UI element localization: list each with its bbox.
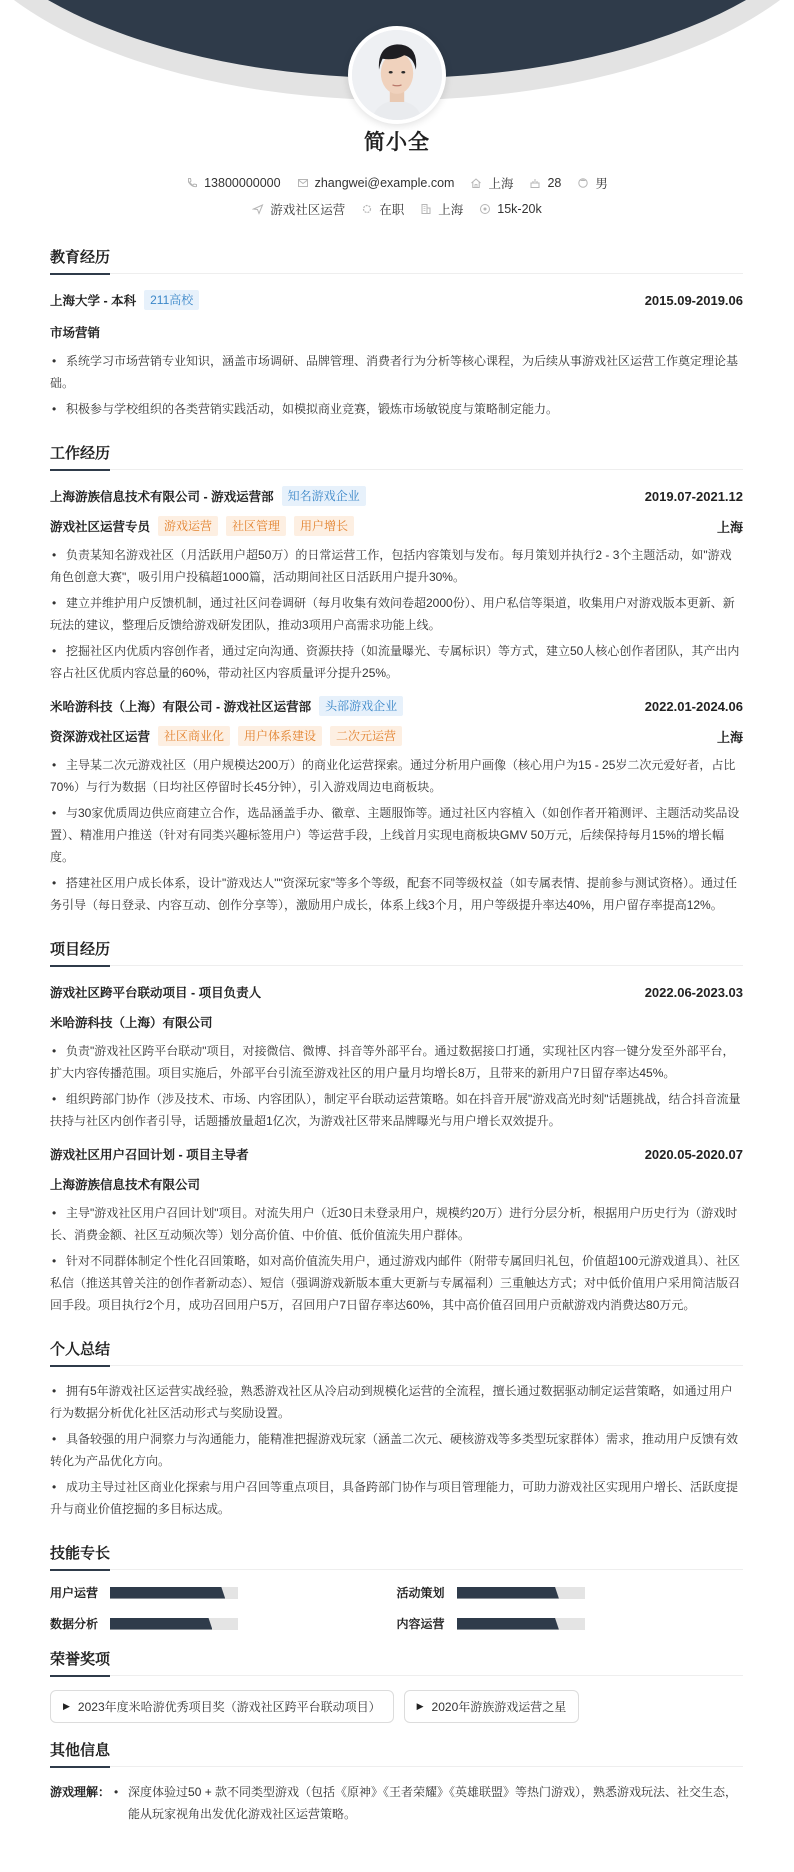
section-title: 荣誉奖项 bbox=[50, 1651, 110, 1677]
work-date: 2019.07-2021.12 bbox=[644, 488, 743, 504]
skill-item bbox=[397, 1584, 744, 1601]
work-location: 上海 bbox=[716, 729, 743, 745]
company-name: 米哈游科技（上海）有限公司 - 游戏社区运营部 bbox=[50, 700, 312, 714]
award-item: ▶ 2023年度米哈游优秀项目奖（游戏社区跨平台联动项目） bbox=[50, 1690, 394, 1723]
list-item: • 负责"游戏社区跨平台联动"项目，对接微信、微博、抖音等外部平台。通过数据接口打通，实现社区内容一键分发至外部平台，扩大内容传播范围。项目实施后，外部平台引流至游戏社区的用户量月均增长8万，且带来的新用户7日留存率达45%。 bbox=[50, 1040, 743, 1084]
education-entry bbox=[50, 288, 743, 420]
list-item: • 与30家优质周边供应商建立合作，选品涵盖手办、徽章、主题服饰等。通过社区内容植入（如创作者开箱测评、主题活动奖品设置）、精准用户推送（针对有同类兴趣标签用户）等运营手段，上线首月实现电商板块GMV 50万元，后续保持每月15%的增长幅度。 bbox=[50, 802, 743, 868]
project-name: 游戏社区用户召回计划 - 项目主导者 bbox=[50, 1148, 249, 1162]
section-title: 教育经历 bbox=[50, 249, 110, 275]
list-item: • 针对不同群体制定个性化召回策略，如对高价值流失用户，通过游戏内邮件（附带专属回归礼包，价值超100元游戏道具）、社区私信（推送其曾关注的创作者新动态）、短信（强调游戏新版本重大更新与专属福利）三重触达方式；对中低价值用户采用简洁版召回手段。项目执行2个月，成功召回用户5万，召回用户7日留存率达60%，其中高价值召回用户贡献游戏内消费达80万元。 bbox=[50, 1250, 743, 1316]
target-job-item: 游戏社区运营 bbox=[252, 200, 345, 218]
school-name: 上海大学 - 本科 bbox=[50, 294, 137, 308]
project-name: 游戏社区跨平台联动项目 - 项目负责人 bbox=[50, 986, 262, 1000]
email-item: zhangwei@example.com bbox=[297, 176, 455, 190]
skill-bar-fill bbox=[110, 1587, 225, 1599]
section-header bbox=[50, 1338, 743, 1366]
skill-bar bbox=[457, 1618, 585, 1630]
skill-bar-fill bbox=[110, 1618, 212, 1630]
skill-label: 用户运营 bbox=[50, 1586, 99, 1600]
education-date: 2015.09-2019.06 bbox=[644, 292, 743, 308]
project-entry bbox=[50, 980, 743, 1132]
list-item: • 主导某二次元游戏社区（用户规模达200万）的商业化运营探索。通过分析用户画像（核心用户为15 - 25岁二次元爱好者，占比70%）与行为数据（日均社区停留时长45分钟），引入游戏周边电商板块。 bbox=[50, 754, 743, 798]
summary-bullets bbox=[50, 1380, 743, 1520]
role-tag: 社区商业化 bbox=[158, 726, 230, 746]
work-entry bbox=[50, 484, 743, 684]
phone-icon bbox=[186, 177, 198, 189]
section-header bbox=[50, 442, 743, 470]
skill-item bbox=[50, 1615, 397, 1632]
award-item: ▶ 2020年游族游戏运营之星 bbox=[404, 1690, 580, 1723]
section-header bbox=[50, 1739, 743, 1767]
list-item: • 具备较强的用户洞察力与沟通能力，能精准把握游戏玩家（涵盖二次元、硬核游戏等多类型玩家群体）需求，推动用户反馈有效转化为产品优化方向。 bbox=[50, 1428, 743, 1472]
triangle-right-icon: ▶ bbox=[63, 1701, 70, 1711]
triangle-right-icon: ▶ bbox=[416, 1701, 424, 1711]
role-tag: 社区管理 bbox=[226, 516, 286, 536]
list-item: • 搭建社区用户成长体系，设计"游戏达人""资深玩家"等多个等级，配套不同等级权益（如专属表情、提前参与测试资格）。通过任务引导（每日登录、内容互动、创作分享等），激励用户成长，体系上线3个月，用户等级提升率达40%，用户留存率提高12%。 bbox=[50, 872, 743, 916]
section-title: 工作经历 bbox=[50, 445, 110, 471]
project-bullets bbox=[50, 1040, 743, 1132]
gender-icon bbox=[577, 177, 589, 189]
status-icon bbox=[361, 203, 373, 215]
job-role: 游戏社区运营专员 bbox=[50, 520, 151, 534]
header-banner bbox=[0, 0, 794, 130]
project-date: 2020.05-2020.07 bbox=[644, 1146, 743, 1162]
avatar bbox=[348, 26, 446, 124]
other-info-label: 游戏理解： bbox=[50, 1785, 111, 1799]
project-company: 米哈游科技（上海）有限公司 bbox=[50, 1016, 213, 1030]
other-info-text: • 深度体验过50 + 款不同类型游戏（包括《原神》《王者荣耀》《英雄联盟》等热门游戏），熟悉游戏玩法、社交生态，能从玩家视角出发优化游戏社区运营策略。 bbox=[110, 1781, 743, 1825]
list-item: • 积极参与学校组织的各类营销实践活动，如模拟商业竞赛，锻炼市场敏锐度与策略制定能力。 bbox=[50, 398, 743, 420]
work-section bbox=[50, 442, 743, 916]
job-role: 资深游戏社区运营 bbox=[50, 730, 151, 744]
list-item: • 挖掘社区内优质内容创作者，通过定向沟通、资源扶持（如流量曝光、专属标识）等方式，建立50人核心创作者团队，其产出内容占社区优质内容总量的60%，带动社区内容质量评分提升25%。 bbox=[50, 640, 743, 684]
section-title: 个人总结 bbox=[50, 1341, 110, 1367]
work-bullets bbox=[50, 754, 743, 916]
list-item: • 建立并维护用户反馈机制，通过社区问卷调研（每月收集有效问卷超2000份）、用户私信等渠道，收集用户对游戏版本更新、新玩法的建议，整理后反馈给游戏研发团队，推动3项用户高需求功能上线。 bbox=[50, 592, 743, 636]
city-item: 上海 bbox=[470, 174, 513, 192]
section-title: 其他信息 bbox=[50, 1742, 110, 1768]
age-item: 28 bbox=[529, 176, 561, 190]
home-icon bbox=[470, 177, 482, 189]
list-item: • 系统学习市场营销专业知识，涵盖市场调研、品牌管理、消费者行为分析等核心课程，为后续从事游戏社区运营工作奠定理论基础。 bbox=[50, 350, 743, 394]
section-header bbox=[50, 938, 743, 966]
work-location: 上海 bbox=[716, 519, 743, 535]
role-tag: 用户增长 bbox=[294, 516, 354, 536]
work-date: 2022.01-2024.06 bbox=[644, 698, 743, 714]
section-title: 技能专长 bbox=[50, 1545, 110, 1571]
target-city-item: 上海 bbox=[420, 200, 463, 218]
list-item: • 拥有5年游戏社区运营实战经验，熟悉游戏社区从冷启动到规模化运营的全流程，擅长通过数据驱动制定运营策略，如通过用户行为数据分析优化社区活动形式与奖励设置。 bbox=[50, 1380, 743, 1424]
projects-section bbox=[50, 938, 743, 1316]
skills-section bbox=[50, 1542, 743, 1632]
project-entry bbox=[50, 1142, 743, 1316]
role-tag: 游戏运营 bbox=[158, 516, 218, 536]
skill-bar-fill bbox=[457, 1618, 559, 1630]
age-icon bbox=[529, 177, 541, 189]
skill-bar bbox=[110, 1618, 238, 1630]
awards-list bbox=[50, 1690, 743, 1723]
gender-item: 男 bbox=[577, 174, 608, 192]
section-title: 项目经历 bbox=[50, 941, 110, 967]
section-header bbox=[50, 1648, 743, 1676]
skill-item bbox=[397, 1615, 744, 1632]
candidate-name: 简小全 bbox=[364, 131, 430, 154]
list-item: • 主导"游戏社区用户召回计划"项目。对流失用户（近30日未登录用户，规模约20万）进行分层分析，根据用户历史行为（游戏时长、消费金额、社区互动频次等）划分高价值、中价值、低价值流失用户群体。 bbox=[50, 1202, 743, 1246]
section-header bbox=[50, 246, 743, 274]
education-bullets bbox=[50, 350, 743, 420]
education-section bbox=[50, 246, 743, 420]
other-section bbox=[50, 1739, 743, 1825]
list-item: • 成功主导过社区商业化探索与用户召回等重点项目，具备跨部门协作与项目管理能力，可助力游戏社区实现用户增长、活跃度提升与商业价值挖掘的多目标达成。 bbox=[50, 1476, 743, 1520]
skill-bar-fill bbox=[457, 1587, 559, 1599]
skill-label: 内容运营 bbox=[396, 1617, 445, 1631]
contact-info-row bbox=[0, 170, 794, 196]
awards-section bbox=[50, 1648, 743, 1723]
skill-bar bbox=[110, 1587, 238, 1599]
project-date: 2022.06-2023.03 bbox=[644, 984, 743, 1000]
skill-item bbox=[50, 1584, 397, 1601]
list-item: • 负责某知名游戏社区（月活跃用户超50万）的日常运营工作，包括内容策划与发布。每月策划并执行2 - 3个主题活动，如"游戏角色创意大赛"，吸引用户投稿超1000篇，活动期间社区日活跃用户提升30%。 bbox=[50, 544, 743, 588]
avatar-portrait-icon bbox=[352, 30, 442, 120]
role-tag: 二次元运营 bbox=[330, 726, 402, 746]
mail-icon bbox=[297, 177, 309, 189]
salary-icon bbox=[479, 203, 491, 215]
summary-section bbox=[50, 1338, 743, 1520]
major: 市场营销 bbox=[50, 326, 101, 340]
other-info-item bbox=[50, 1781, 743, 1825]
role-tag: 用户体系建设 bbox=[238, 726, 322, 746]
salary-item: 15k-20k bbox=[479, 202, 541, 216]
send-icon bbox=[252, 203, 264, 215]
skill-bar bbox=[457, 1587, 585, 1599]
skills-grid bbox=[50, 1584, 743, 1632]
skill-label: 数据分析 bbox=[50, 1617, 99, 1631]
work-bullets bbox=[50, 544, 743, 684]
school-tag: 211高校 bbox=[144, 290, 199, 310]
company-tag: 知名游戏企业 bbox=[282, 486, 366, 506]
building-icon bbox=[420, 203, 432, 215]
list-item: • 组织跨部门协作（涉及技术、市场、内容团队），制定平台联动运营策略。如在抖音开展"游戏高光时刻"话题挑战，结合抖音流量扶持与社区内创作者引导，话题播放量超1亿次，为游戏社区带来品牌曝光与用户增长双效提升。 bbox=[50, 1088, 743, 1132]
project-company: 上海游族信息技术有限公司 bbox=[50, 1178, 201, 1192]
skill-label: 活动策划 bbox=[396, 1586, 445, 1600]
phone-item: 13800000000 bbox=[186, 176, 280, 190]
company-name: 上海游族信息技术有限公司 - 游戏运营部 bbox=[50, 490, 274, 504]
company-tag: 头部游戏企业 bbox=[319, 696, 403, 716]
section-header bbox=[50, 1542, 743, 1570]
work-entry bbox=[50, 694, 743, 916]
job-intent-row bbox=[0, 196, 794, 222]
project-bullets bbox=[50, 1202, 743, 1316]
status-item: 在职 bbox=[361, 200, 404, 218]
